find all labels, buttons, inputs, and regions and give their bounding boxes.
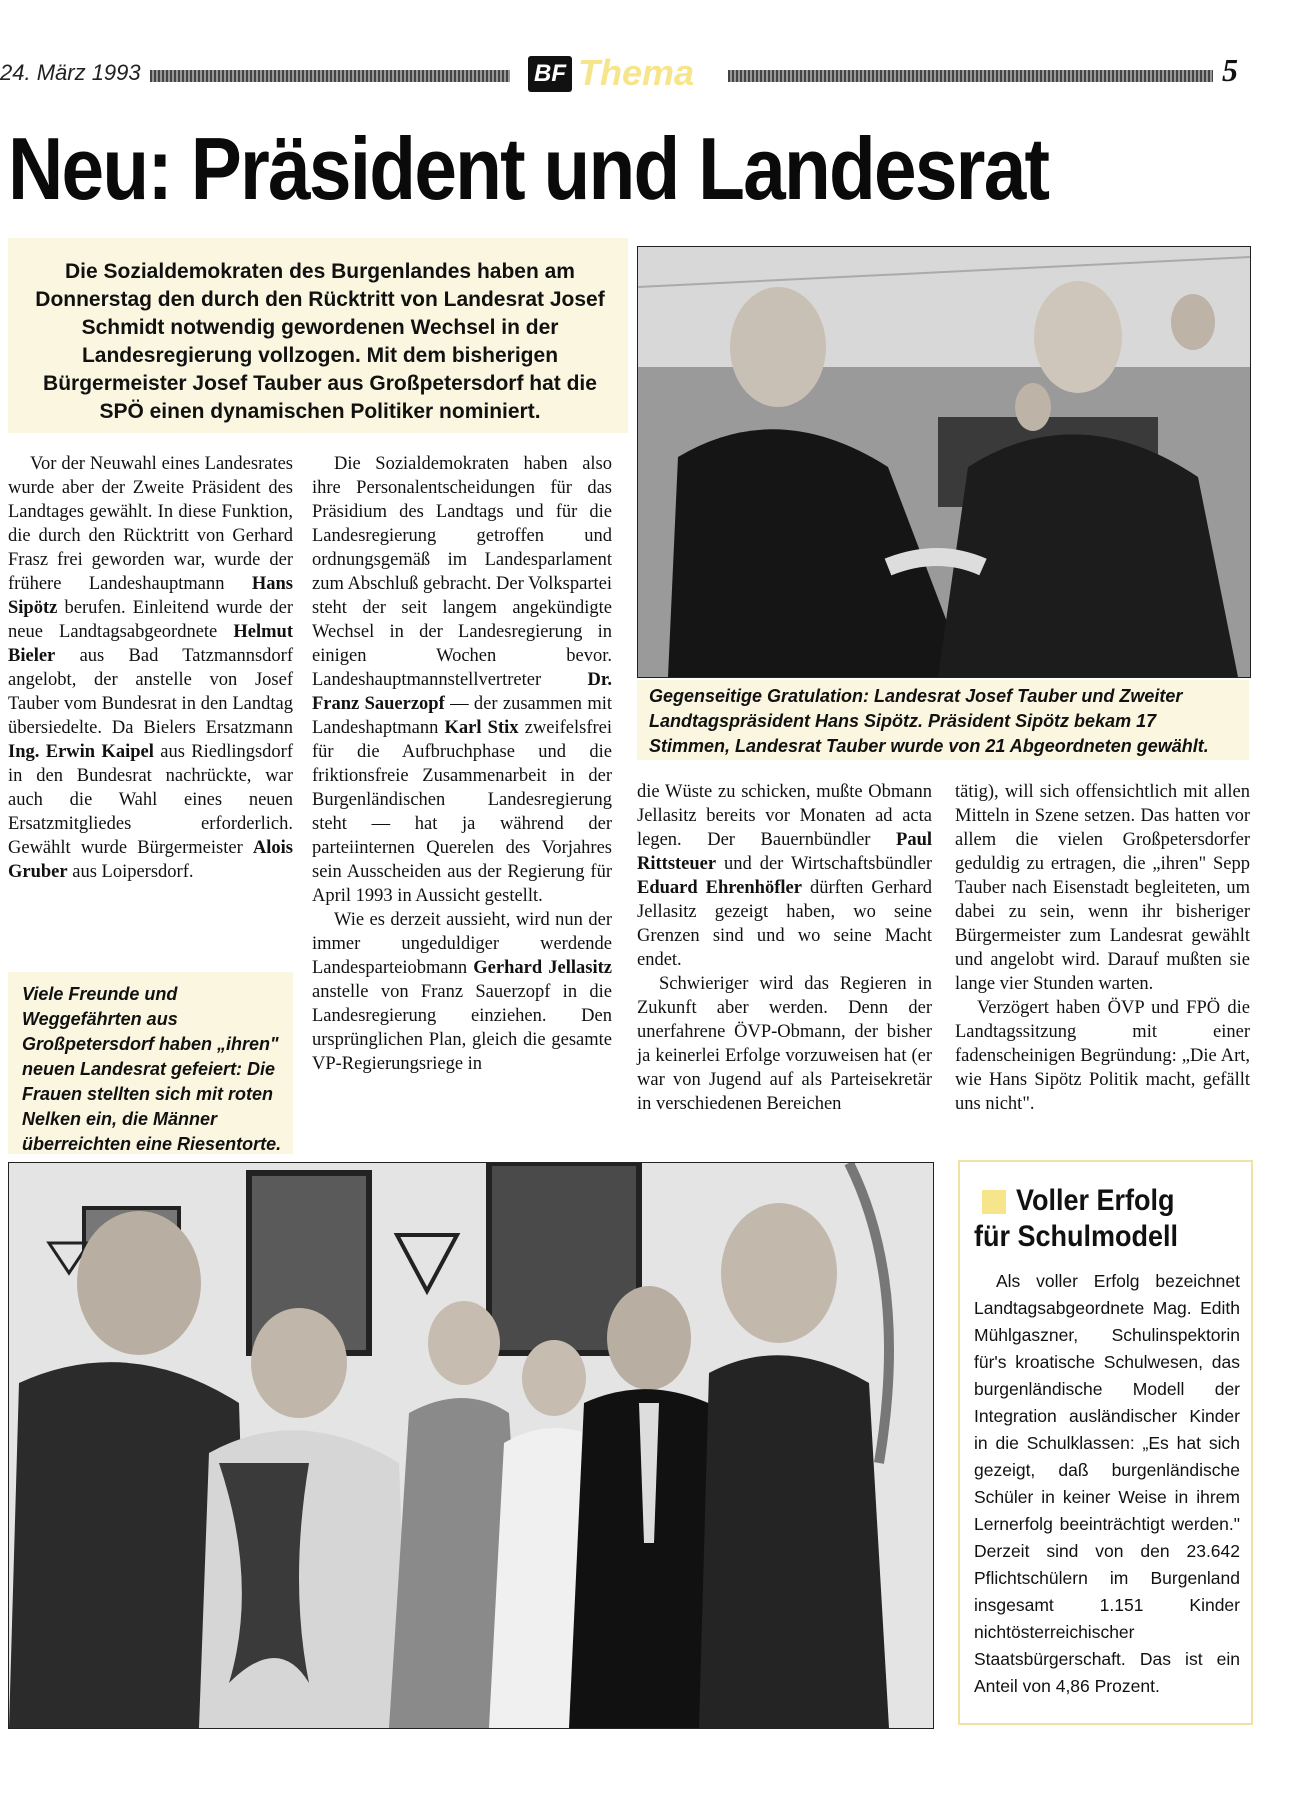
text-run: aus Bad Tatzmannsdorf angelobt, der anstelle von Josef Tauber vom Bundesrat in den Landtag übersiedelte. Da Bielers Ersatzmann — [8, 646, 293, 738]
article-column-4 — [955, 780, 1250, 1116]
article-column-1 — [8, 452, 293, 884]
photo-handshake — [637, 246, 1251, 678]
person-name: Helmut Bieler — [8, 622, 293, 666]
person-name: Karl Stix — [444, 718, 519, 738]
sidebar-box — [958, 1160, 1253, 1725]
sidebar-title-line-1: Voller Erfolg — [1016, 1184, 1175, 1217]
person-name: Eduard Ehrenhöfler — [637, 878, 802, 898]
sidebar-paragraph: Als voller Erfolg bezeichnet Landtagsabgeordnete Mag. Edith Mühlgaszner, Schulinspektorin für's kroatische Schulwesen, das burgenländische Modell der Integration ausländischer Kinder in die Schulklassen: „Es hat sich gezeigt, daß burgenländische Schüler in keiner Weise in ihrem Lernerfolg beeinträchtigt werden." Derzeit sind von den 23.642 Pflichtschülern im Burgenland insgesamt 1.151 Kinder nichtösterreichischer Staatsbürgerschaft. Das ist ein Anteil von 4,86 Prozent. — [974, 1271, 1240, 1696]
photo-group-celebration — [8, 1162, 934, 1729]
text-run: — der zusammen mit Landeshaptmann — [312, 694, 612, 738]
text-run: Wie es derzeit aussieht, wird nun der immer ungeduldiger werdende Landesparteiobmann — [312, 910, 612, 978]
text-run: aus Loipersdorf. — [67, 862, 194, 882]
header-rule-right — [728, 70, 1213, 82]
text-run: Vor der Neuwahl eines Landesrates wurde aber der Zweite Präsident des Landtages gewählt. In diese Funktion, die durch den Rücktritt von Gerhard Frasz frei geworden war, wurde der frühere Landeshauptmann — [8, 454, 293, 594]
sidebar-title-line-2: für Schulmodell — [974, 1220, 1179, 1253]
column-4-paragraph-1: tätig), will sich offensichtlich mit allen Mitteln in Szene setzen. Das hatten vor allem die vielen Großpetersdorfer geduldig zu ertragen, die „ihren" Sepp Tauber nach Eisenstadt begleiteten, um dabei zu sein, wenn ihr bisheriger Bürgermeister zum Landesrat gewählt und angelobt wird. Darauf mußten sie lange vier Stunden warten. — [955, 782, 1250, 994]
article-headline: Neu: Präsident und Landesrat — [8, 119, 1049, 218]
photo-handshake-illustration — [638, 247, 1250, 677]
text-run: aus Riedlingsdorf in den Bundesrat nachrückte, war auch die Wahl eines neuen Ersatzmitgliedes erforderlich. Gewählt wurde Bürgermeister — [8, 742, 293, 858]
article-column-3 — [637, 780, 932, 1116]
column-1-paragraph — [8, 452, 293, 884]
header-rule-left — [150, 70, 510, 82]
issue-date: 24. März 1993 — [0, 60, 141, 85]
column-2-paragraph-1 — [312, 452, 612, 908]
photo-group-illustration — [9, 1163, 933, 1728]
text-run: zweifelsfrei für die Aufbruchphase und die friktionsfreie Zusammenarbeit in der Burgenländischen Landesregierung steht — hat ja während der parteiinternen Querelen des Vorjahres sein Ausscheiden aus der Regierung für April 1993 in Aussicht gestellt. — [312, 718, 612, 906]
person-name: Ing. Erwin Kaipel — [8, 742, 154, 762]
article-lead: Die Sozialdemokraten des Burgenlandes haben am Donnerstag den durch den Rücktritt von Landesrat Josef Schmidt notwendig gewordenen Wechsel in der Landesregierung vollzogen. Mit dem bisherigen Bürgermeister Josef Tauber aus Großpetersdorf hat die SPÖ einen dynamischen Politiker nominiert. — [8, 238, 628, 433]
article-column-2 — [312, 452, 612, 1076]
page-header — [0, 52, 1250, 102]
sidebar-body — [974, 1268, 1240, 1700]
text-run: und der Wirtschaftsbündler — [716, 854, 932, 874]
person-name: Alois Gruber — [8, 838, 293, 882]
text-run: anstelle von Franz Sauerzopf in die Landesregierung einziehen. Den ursprünglichen Plan, gleich die gesamte VP-Regierungsriege in — [312, 982, 612, 1074]
column-3-paragraph-2: Schwieriger wird das Regieren in Zukunft aber werden. Denn der unerfahrene ÖVP-Obmann, der bisher ja keinerlei Erfolge vorzuweisen hat (er war von Jugend auf als Parteisekretär in verschiedenen Bereichen — [637, 974, 932, 1114]
person-name: Hans Sipötz — [8, 574, 293, 618]
column-3-paragraph-1 — [637, 780, 932, 972]
text-run: dürften Gerhard Jellasitz gezeigt haben, wo seine Grenzen sind und wo seine Macht endet. — [637, 878, 933, 970]
column-2-paragraph-2 — [312, 908, 612, 1076]
sidebar-marker — [982, 1190, 1006, 1214]
text-run: berufen. Einleitend wurde der neue Landtagsabgeordnete — [8, 598, 293, 642]
text-run: die Wüste zu schicken, mußte Obmann Jellasitz bereits vor Monaten ad acta legen. Der Bauernbündler — [637, 782, 932, 850]
section-title: Thema — [578, 52, 695, 93]
text-run: Die Sozialdemokraten haben also ihre Personalentscheidungen für das Präsidium des Landtags und für die Landesregierung getroffen und ordnungsgemäß im Landesparlament zum Abschluß gebracht. Der Volkspartei steht der seit langem angekündigte Wechsel in der Landesregierung in einigen Wochen bevor. Landeshauptmannstellvertreter — [312, 454, 612, 690]
column-4-paragraph-2: Verzögert haben ÖVP und FPÖ die Landtagssitzung mit einer fadenscheinigen Begründung: „Die Art, wie Hans Sipötz Politik macht, gefällt uns nicht". — [955, 998, 1250, 1114]
person-name: Paul Rittsteuer — [637, 830, 932, 874]
caption-top-photo: Gegenseitige Gratulation: Landesrat Josef Tauber und Zweiter Landtagspräsident Hans Sipötz. Präsident Sipötz bekam 17 Stimmen, Landesrat Tauber wurde von 21 Abgeordneten gewählt. — [637, 680, 1249, 760]
person-name: Dr. Franz Sauerzopf — [312, 670, 612, 714]
caption-bottom-photo: Viele Freunde und Weggefährten aus Großpetersdorf haben „ihren" neuen Landesrat gefeiert: Die Frauen stellten sich mit roten Nelken ein, die Männer überreichten eine Riesentorte. — [8, 972, 293, 1154]
person-name: Gerhard Jellasitz — [473, 958, 612, 978]
publication-logo: BF — [528, 56, 572, 92]
page-number: 5 — [1222, 52, 1238, 88]
